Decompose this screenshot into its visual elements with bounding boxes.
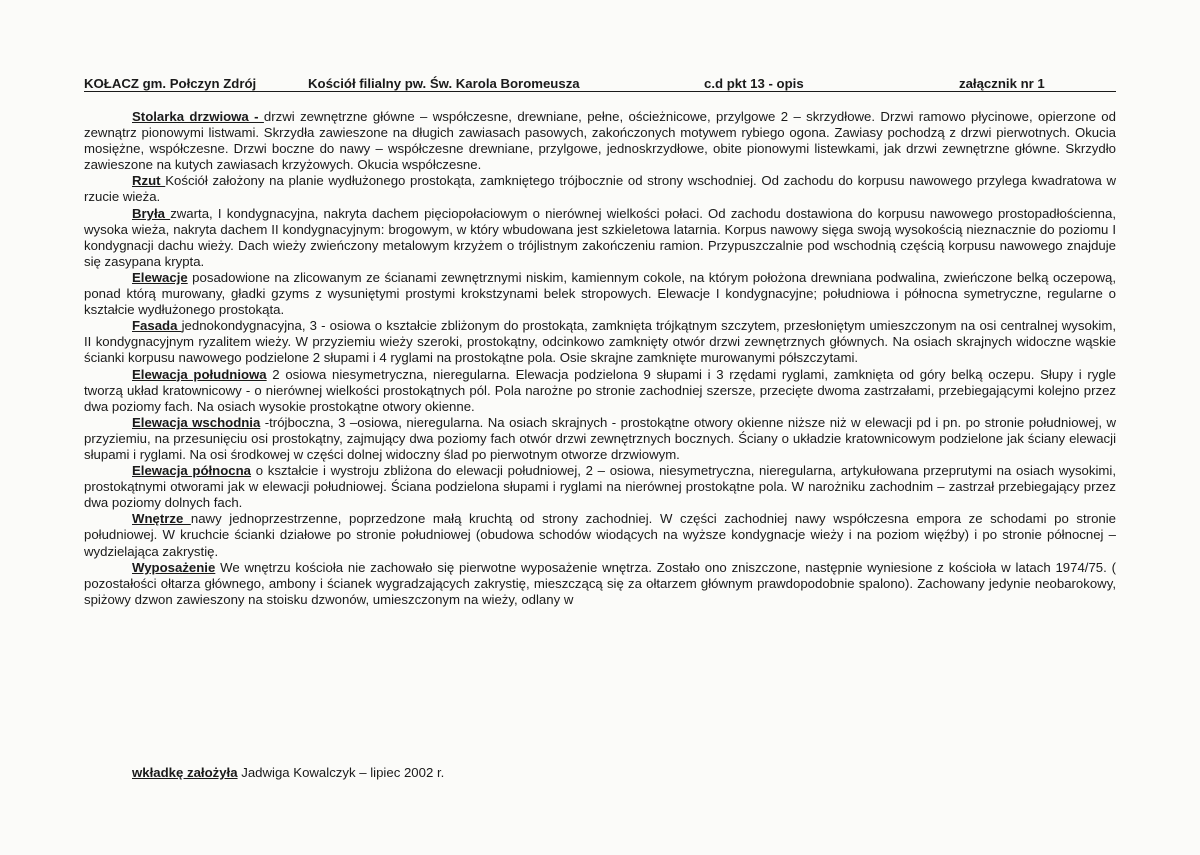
section-rzut	[84, 173, 1116, 205]
section-label: Elewacja północna	[132, 463, 252, 479]
header-church: Kościół filialny pw. Św. Karola Boromeusza	[308, 76, 580, 91]
section-label: Wyposażenie	[132, 559, 216, 575]
section-label: Wnętrze	[132, 511, 191, 527]
section-wyposazenie	[84, 560, 1116, 608]
page-header	[84, 76, 1116, 92]
section-label: Elewacja południowa	[132, 366, 267, 382]
section-elewacja-poludniowa	[84, 367, 1116, 415]
author-note	[132, 765, 444, 781]
section-text: posadowione na zlicowanym ze ścianami zewnętrznymi niskim, kamiennym cokole, na którym położona drewniana podwalina, zwieńczone belką oczepową, ponad którą murowany, gładki gzyms z wysuniętymi prostymi krokstzynami belek stropowych. Elewacje I kondygnacyjne; południowa i północna symetryczne, regularne o kształcie wydłużonego prostokąta.	[84, 269, 1116, 318]
header-location: KOŁACZ gm. Połczyn Zdrój	[84, 76, 257, 91]
document-body	[84, 109, 1116, 608]
section-label: Bryła	[132, 205, 171, 221]
section-elewacje	[84, 270, 1116, 318]
section-text: jednokondygnacyjna, 3 - osiowa o kształcie zbliżonym do prostokąta, zamknięta trójkątnym szczytem, przesłoniętym umieszczonym na osi centralnej wysokim, II kondygnacyjnym ryzalitem wieży. W przyziemiu wieży szeroki, prostokątny, odcinkowo zamknięty otwór drzwi zewnętrznych głównych. Na osiach skrajnych widoczne wąskie ścianki korpusu nawowego podzielone 2 słupami i 4 ryglami na prostokątne pola. Osie skrajne zamknięte murowanymi półszczytami.	[84, 318, 1116, 366]
section-text: We wnętrzu kościoła nie zachowało się pierwotne wyposażenie wnętrza. Zostało ono zniszczone, następnie wyniesione z kościoła w latach 1974/75. ( pozostałości ołtarza głównego, ambony i ścianek wygradzających zakrystię, mieszczącą się za ołtarzem głównym prawdopodobnie spalono). Zachowany jedynie neobarokowy, spiżowy dzwon zawieszony na stoisku dzwonów, umieszczonym na wieży, odlany w	[84, 559, 1116, 607]
section-text: Kościół założony na planie wydłużonego prostokąta, zamkniętego trójbocznie od strony wschodniej. Od zachodu do korpusu nawowego przylega kwadratowa w rzucie wieża.	[84, 173, 1116, 205]
section-wnetrze	[84, 511, 1116, 559]
section-label: Rzut	[132, 173, 166, 189]
section-label: Elewacje	[132, 269, 188, 285]
section-bryla	[84, 206, 1116, 270]
section-fasada	[84, 318, 1116, 366]
section-text: nawy jednoprzestrzenne, poprzedzone małą kruchtą od strony zachodniej. W części zachodniej nawy współczesna empora ze schodami po stronie południowej. W kruchcie ścianki działowe po stronie południowej (obudowa schodów wiodących na wyższe kondygnacje wieży i na poziom więźby) i po stronie północnej – wydzielająca zakrystię.	[84, 511, 1117, 559]
section-text: zwarta, I kondygnacyjna, nakryta dachem pięciopołaciowym o nierównej wielkości połaci. Od zachodu dostawiona do korpusu nawowego prostopadłościenna, wysoka wieża, nakryta dachem II kondygnacyjnym: brogowym, w który wbudowana jest szkieletowa latarnia. Korpus nawowy sięga swoją wysokością nieznacznie do poziomu I kondygnacji dachu wieży. Dach wieży zwieńczony metalowym krzyżem o trójlistnym zakończeniu ramion. Przypuszczalnie pod wschodnią częścią korpusu nawowego znajduje się zasypana krypta.	[84, 205, 1117, 269]
header-attachment: załącznik nr 1	[959, 76, 1045, 91]
header-ref: c.d pkt 13 - opis	[704, 76, 804, 91]
section-stolarka	[84, 109, 1116, 173]
section-text: -trójboczna, 3 –osiowa, nieregularna. Na osiach skrajnych - prostokątne otwory okienne niższe niż w elewacji pd i pn. po stronie południowej, w przyziemiu, na przesunięciu osi prostokątny, zajmujący dwa poziomy fach otwór drzwi zewnętrznych bocznych. Ściany o układzie kratownicowym podzielone jak ściany elewacji słupami i ryglami. Na osi środkowej w części dolnej widoczny ślad po pierwotnym otworze drzwiowym.	[84, 414, 1116, 462]
section-text: drzwi zewnętrzne główne – współczesne, drewniane, pełne, ościeżnicowe, przylgowe 2 – skrzydłowe. Drzwi ramowo płycinowe, opierzone od zewnątrz pionowymi listwami. Skrzydła zawieszone na długich zawiasach pasowych, zakończonych motywem rybiego ogona. Zawiasy pochodzą z drzwi pierwotnych. Okucia mosiężne, współczesne. Drzwi boczne do nawy – współczesne drewniane, przylgowe, jednoskrzydłowe, obite pionowymi listewkami, jak drzwi zewnętrzne główne. Skrzydło zawieszone na kutych zawiasach krzyżowych. Okucia współczesne.	[84, 109, 1116, 173]
section-elewacja-wschodnia	[84, 415, 1116, 463]
section-text: o kształcie i wystroju zbliżona do elewacji południowej, 2 – osiowa, niesymetryczna, nieregularna, artykułowana przeprutymi na osiach wysokimi, prostokątnymi otworami jak w elewacji południowej. Ściana podzielona słupami i ryglami na nierównej prostokątne pola. W narożniku zachodnim – zastrzał przebiegający przez dwa poziomy dolnych fach.	[84, 463, 1116, 511]
section-label: Stolarka drzwiowa -	[132, 109, 264, 124]
author-label: wkładkę założyła	[132, 765, 238, 780]
author-text: Jadwiga Kowalczyk – lipiec 2002 r.	[237, 765, 445, 780]
section-text: 2 osiowa niesymetryczna, nieregularna. Elewacja podzielona 9 słupami i 3 rzędami ryglami, zamknięta od góry belką oczepu. Słupy i rygle tworzą układ kratownicowy - o nierównej wielkości prostokątnych pól. Pola narożne po stronie zachodniej szersze, przecięte dwoma zastrzałami, przebiegającymi kolejno przez dwa poziomy fach. Na osiach wysokie prostokątne otwory okienne.	[84, 366, 1116, 414]
section-label: Elewacja wschodnia	[132, 414, 261, 430]
section-elewacja-polnocna	[84, 463, 1116, 511]
section-label: Fasada	[132, 318, 182, 334]
